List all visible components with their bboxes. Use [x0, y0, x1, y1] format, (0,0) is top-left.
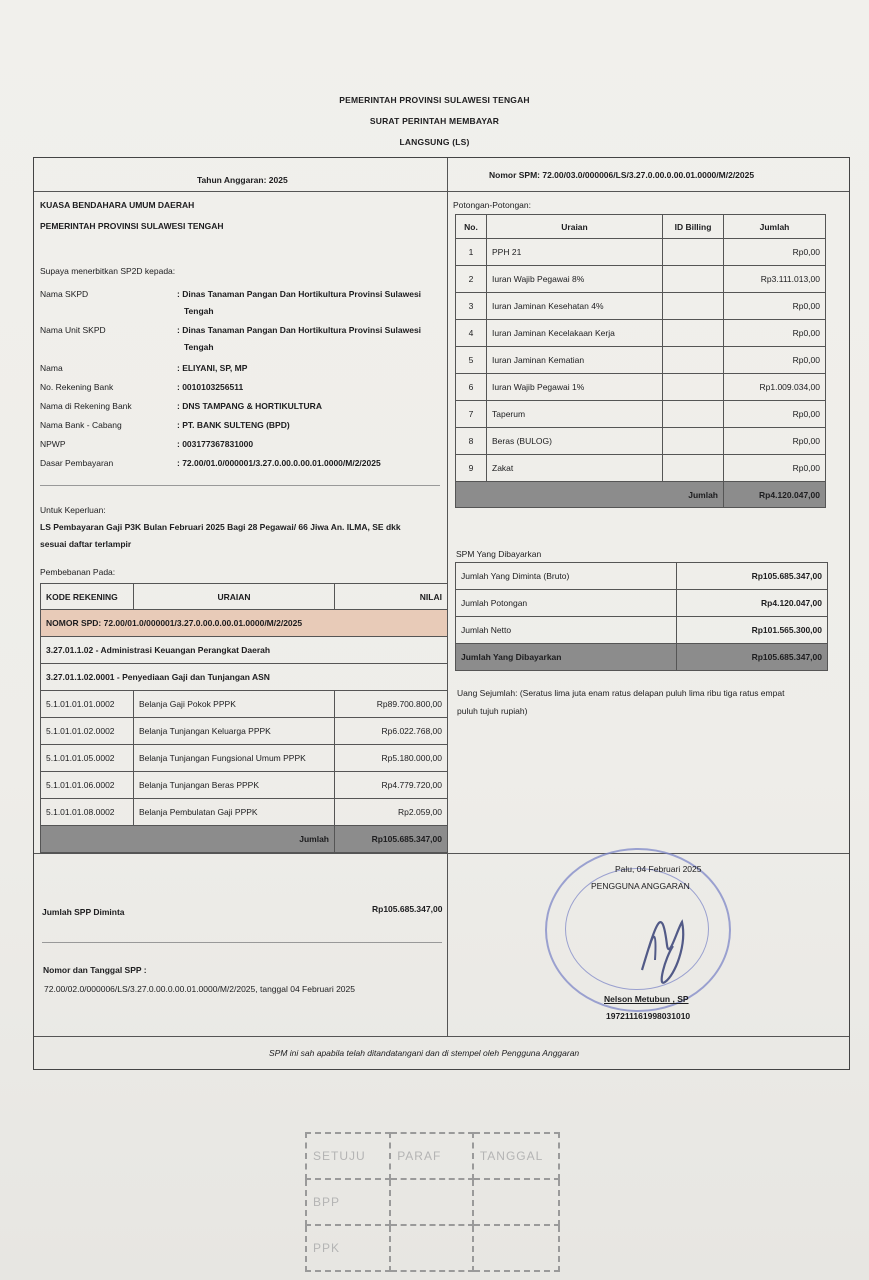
table-row: 5.1.01.01.01.0002 Belanja Gaji Pokok PPPK Rp89.700.800,00: [41, 691, 448, 718]
keperluan-line-1: LS Pembayaran Gaji P3K Bulan Februari 2025 Bagi 28 Pegawai/ 66 Jiwa An. ILMA, SE dkk: [40, 522, 401, 532]
jumlah-spp-label: Jumlah SPP Diminta: [42, 907, 125, 917]
doc-header-2: SURAT PERINTAH MEMBAYAR: [369, 116, 500, 126]
approve-col-paraf: PARAF: [390, 1133, 473, 1179]
spm-dibayarkan-label: SPM Yang Dibayarkan: [456, 549, 542, 559]
table-row: Jumlah Netto Rp101.565.300,00: [456, 617, 828, 644]
terbilang-2: puluh tujuh rupiah): [457, 706, 528, 716]
col-uraian: URAIAN: [134, 584, 335, 610]
value-npwp: : 003177367831000: [177, 439, 254, 449]
table-row: 5.1.01.01.08.0002 Belanja Pembulatan Gaji PPPK Rp2.059,00: [41, 799, 448, 826]
table-row: 5.1.01.01.05.0002 Belanja Tunjangan Fungsional Umum PPPK Rp5.180.000,00: [41, 745, 448, 772]
jumlah-value: Rp105.685.347,00: [335, 826, 448, 853]
table-row: 5.1.01.01.02.0002 Belanja Tunjangan Keluarga PPPK Rp6.022.768,00: [41, 718, 448, 745]
label-nama-rekening: Nama di Rekening Bank: [40, 401, 132, 411]
kegiatan-row: 3.27.01.1.02.0001 - Penyediaan Gaji dan Tunjangan ASN: [41, 664, 448, 691]
value-nama: : ELIYANI, SP, MP: [177, 363, 248, 373]
pembebanan-table: [40, 583, 448, 853]
value-dasar: : 72.00/01.0/000001/3.27.0.00.0.00.01.0000/M/2/2025: [177, 458, 381, 468]
table-row: 5.1.01.01.06.0002 Belanja Tunjangan Beras PPPK Rp4.779.720,00: [41, 772, 448, 799]
table-row: Jumlah Yang Diminta (Bruto) Rp105.685.347,00: [456, 563, 828, 590]
potongan-total-label: Jumlah: [456, 482, 724, 508]
approve-col-tanggal: TANGGAL: [473, 1133, 559, 1179]
kuasa-title: KUASA BENDAHARA UMUM DAERAH: [40, 200, 195, 210]
sign-city-date: Palu, 04 Februari 2025: [615, 864, 702, 874]
list-item: 8 Beras (BULOG) Rp0,00: [456, 428, 826, 455]
label-bank: Nama Bank - Cabang: [40, 420, 122, 430]
value-rekening: : 0010103256511: [177, 382, 244, 392]
label-nama: Nama: [40, 363, 63, 373]
potongan-total: Rp4.120.047,00: [724, 482, 826, 508]
col-kode: KODE REKENING: [41, 584, 134, 610]
nomor-spp-value: 72.00/02.0/000006/LS/3.27.0.00.0.00.01.0000/M/2/2025, tanggal 04 Februari 2025: [44, 984, 355, 994]
list-item: 1 PPH 21 Rp0,00: [456, 239, 826, 266]
approval-box: [305, 1132, 560, 1280]
list-item: 2 Iuran Wajib Pegawai 8% Rp3.111.013,00: [456, 266, 826, 293]
value-unit-skpd-2: Tengah: [184, 342, 214, 352]
untuk-keperluan-label: Untuk Keperluan:: [40, 505, 106, 515]
sign-name: Nelson Metubun , SP: [604, 994, 689, 1004]
list-item: 5 Iuran Jaminan Kematian Rp0,00: [456, 347, 826, 374]
label-dasar: Dasar Pembayaran: [40, 458, 114, 468]
approve-row-ppk: PPK: [306, 1225, 390, 1271]
list-item: 4 Iuran Jaminan Kecelakaan Kerja Rp0,00: [456, 320, 826, 347]
approve-row-bpp: BPP: [306, 1179, 390, 1225]
sign-role: PENGGUNA ANGGARAN: [591, 881, 690, 891]
nomor-spd-row: NOMOR SPD: 72.00/01.0/000001/3.27.0.00.0.00.01.0000/M/2/2025: [41, 610, 448, 637]
value-nama-rekening: : DNS TAMPANG & HORTIKULTURA: [177, 401, 322, 411]
label-npwp: NPWP: [40, 439, 66, 449]
spm-number: Nomor SPM: 72.00/03.0/000006/LS/3.27.0.00.0.00.01.0000/M/2/2025: [489, 170, 755, 180]
col-no: No.: [456, 215, 487, 239]
footer-note: SPM ini sah apabila telah ditandatangani dan di stempel oleh Pengguna Anggaran: [269, 1048, 580, 1058]
list-item: 9 Zakat Rp0,00: [456, 455, 826, 482]
value-nama-skpd-1: : Dinas Tanaman Pangan Dan Hortikultura Provinsi Sulawesi: [177, 289, 422, 299]
col-id-billing: ID Billing: [663, 215, 724, 239]
col-uraian-pot: Uraian: [487, 215, 663, 239]
col-jumlah: Jumlah: [724, 215, 826, 239]
label-nama-skpd: Nama SKPD: [40, 289, 89, 299]
terbilang-1: Uang Sejumlah: (Seratus lima juta enam ratus delapan puluh lima ribu tiga ratus empat: [457, 688, 785, 698]
table-row: Jumlah Yang Dibayarkan Rp105.685.347,00: [456, 644, 828, 671]
potongan-label: Potongan-Potongan:: [453, 200, 531, 210]
approve-col-setuju: SETUJU: [306, 1133, 390, 1179]
value-unit-skpd-1: : Dinas Tanaman Pangan Dan Hortikultura Provinsi Sulawesi: [177, 325, 422, 335]
sp2d-intro: Supaya menerbitkan SP2D kepada:: [40, 266, 176, 276]
list-item: 6 Iuran Wajib Pegawai 1% Rp1.009.034,00: [456, 374, 826, 401]
nomor-spp-label: Nomor dan Tanggal SPP :: [43, 965, 147, 975]
spm-table: [455, 562, 828, 671]
fiscal-year: Tahun Anggaran: 2025: [197, 175, 288, 185]
jumlah-spp-value: Rp105.685.347,00: [372, 904, 443, 914]
label-unit-skpd: Nama Unit SKPD: [40, 325, 106, 335]
pembebanan-label: Pembebanan Pada:: [40, 567, 116, 577]
table-row: Jumlah Potongan Rp4.120.047,00: [456, 590, 828, 617]
pemerintah-title: PEMERINTAH PROVINSI SULAWESI TENGAH: [40, 221, 224, 231]
jumlah-label: Jumlah: [41, 826, 335, 853]
value-nama-skpd-2: Tengah: [184, 306, 214, 316]
doc-header-1: PEMERINTAH PROVINSI SULAWESI TENGAH: [339, 95, 530, 105]
signature-icon: [547, 850, 729, 1010]
value-bank: : PT. BANK SULTENG (BPD): [177, 420, 290, 430]
list-item: 3 Iuran Jaminan Kesehatan 4% Rp0,00: [456, 293, 826, 320]
label-rekening: No. Rekening Bank: [40, 382, 114, 392]
potongan-table: [455, 214, 826, 508]
list-item: 7 Taperum Rp0,00: [456, 401, 826, 428]
col-nilai: NILAI: [335, 584, 448, 610]
keperluan-line-2: sesuai daftar terlampir: [40, 539, 132, 549]
doc-header-3: LANGSUNG (LS): [399, 137, 470, 147]
sign-nip: 197211161998031010: [606, 1011, 691, 1021]
program-row: 3.27.01.1.02 - Administrasi Keuangan Perangkat Daerah: [41, 637, 448, 664]
